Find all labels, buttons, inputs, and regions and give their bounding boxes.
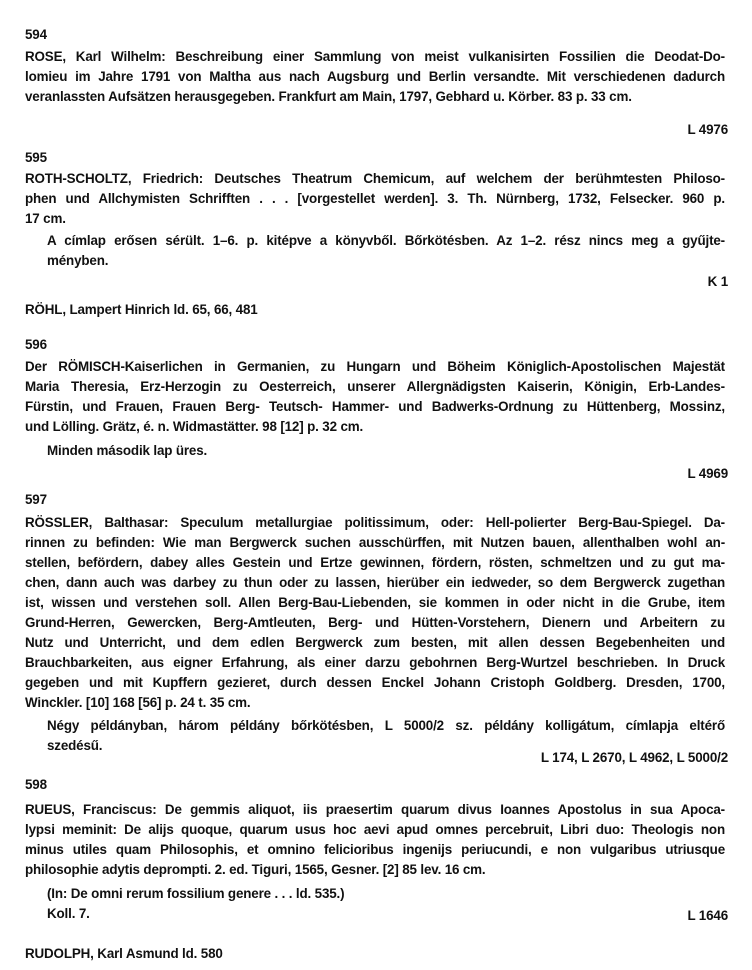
entry-number: 596 [25,337,47,352]
text-line: ROSE, Karl Wilhelm: Beschreibung einer Sammlung von meist vulkanisirten Fossilien die Deodat-Do- [25,49,725,64]
text-line: lypsi meminit: De alijs quoque, quarum usus hoc aevi apud omnes percebruit, Libri duo: Theologis non [25,822,725,837]
shelf-mark: L 174, L 2670, L 4962, L 5000/2 [540,750,728,765]
text-line: veranlassten Aufsätzen herausgegeben. Frankfurt am Main, 1797, Gebhard u. Körber. 83 p. 33 cm. [25,89,632,104]
text-line: ist, wissen und verstehen soll. Allen Berg-Bau-Liebenden, sie kommen in oder nicht in die Grube, item [25,595,725,610]
entry-description [25,357,725,437]
text-line: RUEUS, Franciscus: De gemmis aliquot, iis praesertim quarum divus Ioannes Apostolus in sua Apoca- [25,802,725,817]
text-line: Der RÖMISCH-Kaiserlichen in Germanien, zu Hungarn und Böheim Königlich-Apostolischen Majestät [25,359,725,374]
shelf-mark: L 4976 [687,122,728,137]
note-line: Minden második lap üres. [47,443,208,458]
entry-description [25,513,725,713]
entry-number: 597 [25,492,47,507]
note-line: szedésű. [47,738,103,753]
text-line: Grund-Herren, Gewercken, Berg-Amtleuten, Berg- und Hütten-Vorstehern, Dienern und Arbeitern zu [25,615,725,630]
note-line: Koll. 7. [47,906,90,921]
text-line: rinnen zu befinden: Wie man Bergwerck suchen ausschürffen, mit Nutzen bauen, allenthalben wohl an- [25,535,725,550]
shelf-mark: L 1646 [687,908,728,923]
note-line: A címlap erősen sérült. 1–6. p. kitépve a könyvből. Bőrkötésben. Az 1–2. rész nincs meg a gyűjte- [47,233,725,248]
note-line: Négy példányban, három példány bőrkötésben, L 5000/2 sz. példány kolligátum, címlapja eltérő [47,718,725,733]
entry-note [47,441,725,461]
note-line: ményben. [47,253,109,268]
text-line: Nutz und Unterricht, und dem edlen Bergwerck zum besten, mit allen dessen Begebenheiten und [25,635,725,650]
entry-description [25,169,725,229]
text-line: minus utiles quam Philosophis, et omnino felicioribus ingenijs periucundi, e non vulgaribus utriusque [25,842,725,857]
shelf-mark: K 1 [707,274,728,289]
cross-reference: RUDOLPH, Karl Asmund ld. 580 [25,946,223,961]
entry-description [25,47,725,107]
note-line: (In: De omni rerum fossilium genere . . . ld. 535.) [47,886,345,901]
text-line: Fürstin, und Frauen, Frauen Berg- Teutsch- Hammer- und Badwerks-Ordnung zu Hüttenberg, Mossinz, [25,399,725,414]
text-line: ROTH-SCHOLTZ, Friedrich: Deutsches Theatrum Chemicum, auf welchem der berühmtesten Philoso- [25,171,725,186]
text-line: philosophie adytis deprompti. 2. ed. Tiguri, 1565, Gesner. [2] 85 lev. 16 cm. [25,862,486,877]
entry-number: 598 [25,777,47,792]
text-line: und Lölling. Grätz, é. n. Widmastätter. 98 [12] p. 32 cm. [25,419,364,434]
text-line: Maria Theresia, Erz-Herzogin zu Oesterreich, unserer Allergnädigsten Kaiserin, Königin, Erb-Landes- [25,379,725,394]
text-line: lomieu im Jahre 1791 von Maltha aus nach Augsburg und Berlin versandte. Mit verschiedenen dadurch [25,69,725,84]
entry-note [47,884,725,924]
text-line: Winckler. [10] 168 [56] p. 24 t. 35 cm. [25,695,251,710]
cross-reference: RÖHL, Lampert Hinrich ld. 65, 66, 481 [25,302,258,317]
text-line: phen und Allchymisten Schrifften . . . [vorgestellet werden]. 3. Th. Nürnberg, 1732, Felsecker. 960 p. [25,191,725,206]
text-line: gegeben und mit Kupffern gezieret, durch dessen Enckel Johann Cristoph Goldberg. Dresden, 1700, [25,675,725,690]
text-line: stellen, befördern, dabey alles Gestein und Ertze gewinnen, fördern, rösten, schmeltzen und zu gut ma- [25,555,725,570]
text-line: 17 cm. [25,211,66,226]
shelf-mark: L 4969 [687,466,728,481]
text-line: Brauchbarkeiten, aus eigner Erfahrung, als einer darzu gebohrnen Berg-Wurtzel beschrieben. In Druck [25,655,725,670]
text-line: RÖSSLER, Balthasar: Speculum metallurgiae politissimum, oder: Hell-polierter Berg-Bau-Spiegel. Da- [25,515,725,530]
entry-description [25,800,725,880]
entry-number: 594 [25,27,47,42]
text-line: chen, dann auch was darbey zu thun oder zu lassen, hierüber ein iedweder, so dem Bergwerck zugethan [25,575,725,590]
entry-number: 595 [25,150,47,165]
entry-note [47,231,725,271]
